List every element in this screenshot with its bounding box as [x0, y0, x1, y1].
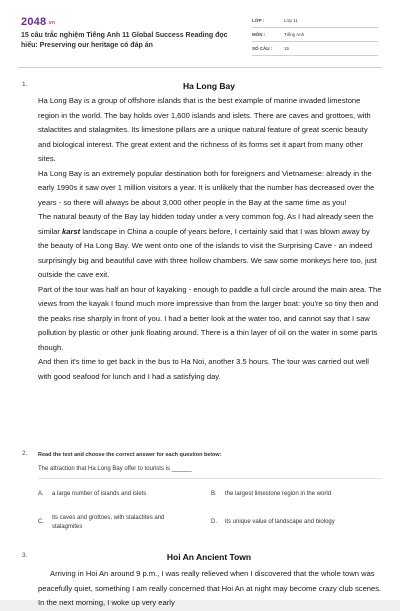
question-instruction: Read the text and choose the correct answer for each question below: — [38, 452, 222, 458]
meta-subject-value: Tiếng Anh — [284, 32, 305, 37]
meta-subject-key: MÔN : — [252, 32, 266, 37]
question-1-number: 1. — [22, 81, 28, 88]
passage-paragraph: And then it's time to get back in the bus to Ha Noi, another 3.5 hours. The tour was carried out well with good seafood for lunch and I had a satisfying day. — [38, 357, 369, 381]
meta-class-key: LỚP : — [252, 18, 265, 23]
header-divider — [18, 67, 382, 68]
passage-paragraph: Part of the tour was half an hour of kayaking - enough to paddle a full circle around the main area. The views from the kayak I found much more impressive than from the larger boat: you're so tiny then and the peaks rise sharply in front of you. I had a better look at the water too, and cannot say that I saw pollution by plastic or other junk floating around. There is a thin layer of oil on the water in some parts though. — [38, 284, 382, 352]
question-3-number: 3. — [22, 552, 28, 559]
meta-count-value: 15 — [284, 46, 290, 51]
meta-question-count — [252, 43, 378, 56]
passage-3-title: Hoi An Ancient Town — [166, 552, 252, 562]
option-letter: D. — [211, 519, 217, 525]
passage-paragraph: Arriving in Hoi An around 9 p.m., I was really relieved when I discovered that the whole town was peacefully quiet, something I am really concerned that Hoi An at night may become crazy club scenes. In the next morning, I woke up very early — [38, 569, 382, 607]
option-text: its caves and grottoes, with stalactites and stalagmites — [52, 515, 165, 530]
page-header — [0, 0, 400, 66]
passage-paragraph: Ha Long Bay is a group of offshore islands that is the best example of marine invaded limestone region in the world. The bay holds over 1,600 islands and islets. There are caves and grottoes, with stalactites and stalagmites. Its limestone pillars are a unique natural feature of great scenic beauty and biological interest. The great extent and the richness of its forms set it apart from many other sites. — [38, 96, 371, 163]
document-title: 15 câu trắc nghiệm Tiếng Anh 11 Global Success Reading đọc hiểu: Preserving our heritage có đáp án — [21, 32, 228, 49]
question-stem: The attraction that Ha Long Bay offer to tourists is ______ — [38, 466, 382, 479]
emphasized-word: karst — [62, 226, 81, 236]
meta-class-value: Lớp 11 — [284, 18, 298, 23]
option-text: a large number of islands and islets — [52, 491, 147, 497]
option-text: the largest limestone region in the world — [225, 491, 332, 497]
passage-1-body — [38, 94, 382, 384]
site-logo[interactable]: 2048.vn — [21, 16, 56, 28]
meta-subject — [252, 29, 378, 42]
question-2-block — [38, 461, 382, 543]
meta-count-key: SỐ CÂU : — [252, 46, 273, 51]
option-letter: A. — [38, 491, 44, 497]
option-text: its unique value of landscape and biology — [225, 519, 335, 525]
question-2-number: 2. — [22, 450, 28, 457]
meta-class — [252, 15, 378, 28]
passage-paragraph: The natural beauty of the Bay lay hidden today under a very common fog. As I had already seen the similar karst landscape in China a couple of years before, I certainly said that I was blown away by the beauty of Ha Long Bay. We went onto one of the islands to visit the Surprising Cave - an indeed surprisingly big and beautiful cave with three hollow chambers. We saw some monkeys here too, just outside the cave exit. — [38, 212, 377, 279]
passage-1-title: Ha Long Bay — [183, 81, 235, 91]
passage-paragraph: Ha Long Bay is an extremely popular destination both for foreigners and Vietnamese: already in the early 1990s it saw over 1 million visitors a year. It is unlikely that the number has decreased over the years - so there will always be about 3,000 other people in the Bay at the same time as you! — [38, 168, 375, 207]
option-letter: B. — [211, 491, 217, 497]
option-letter: C. — [38, 519, 44, 525]
passage-3-body — [38, 567, 382, 611]
